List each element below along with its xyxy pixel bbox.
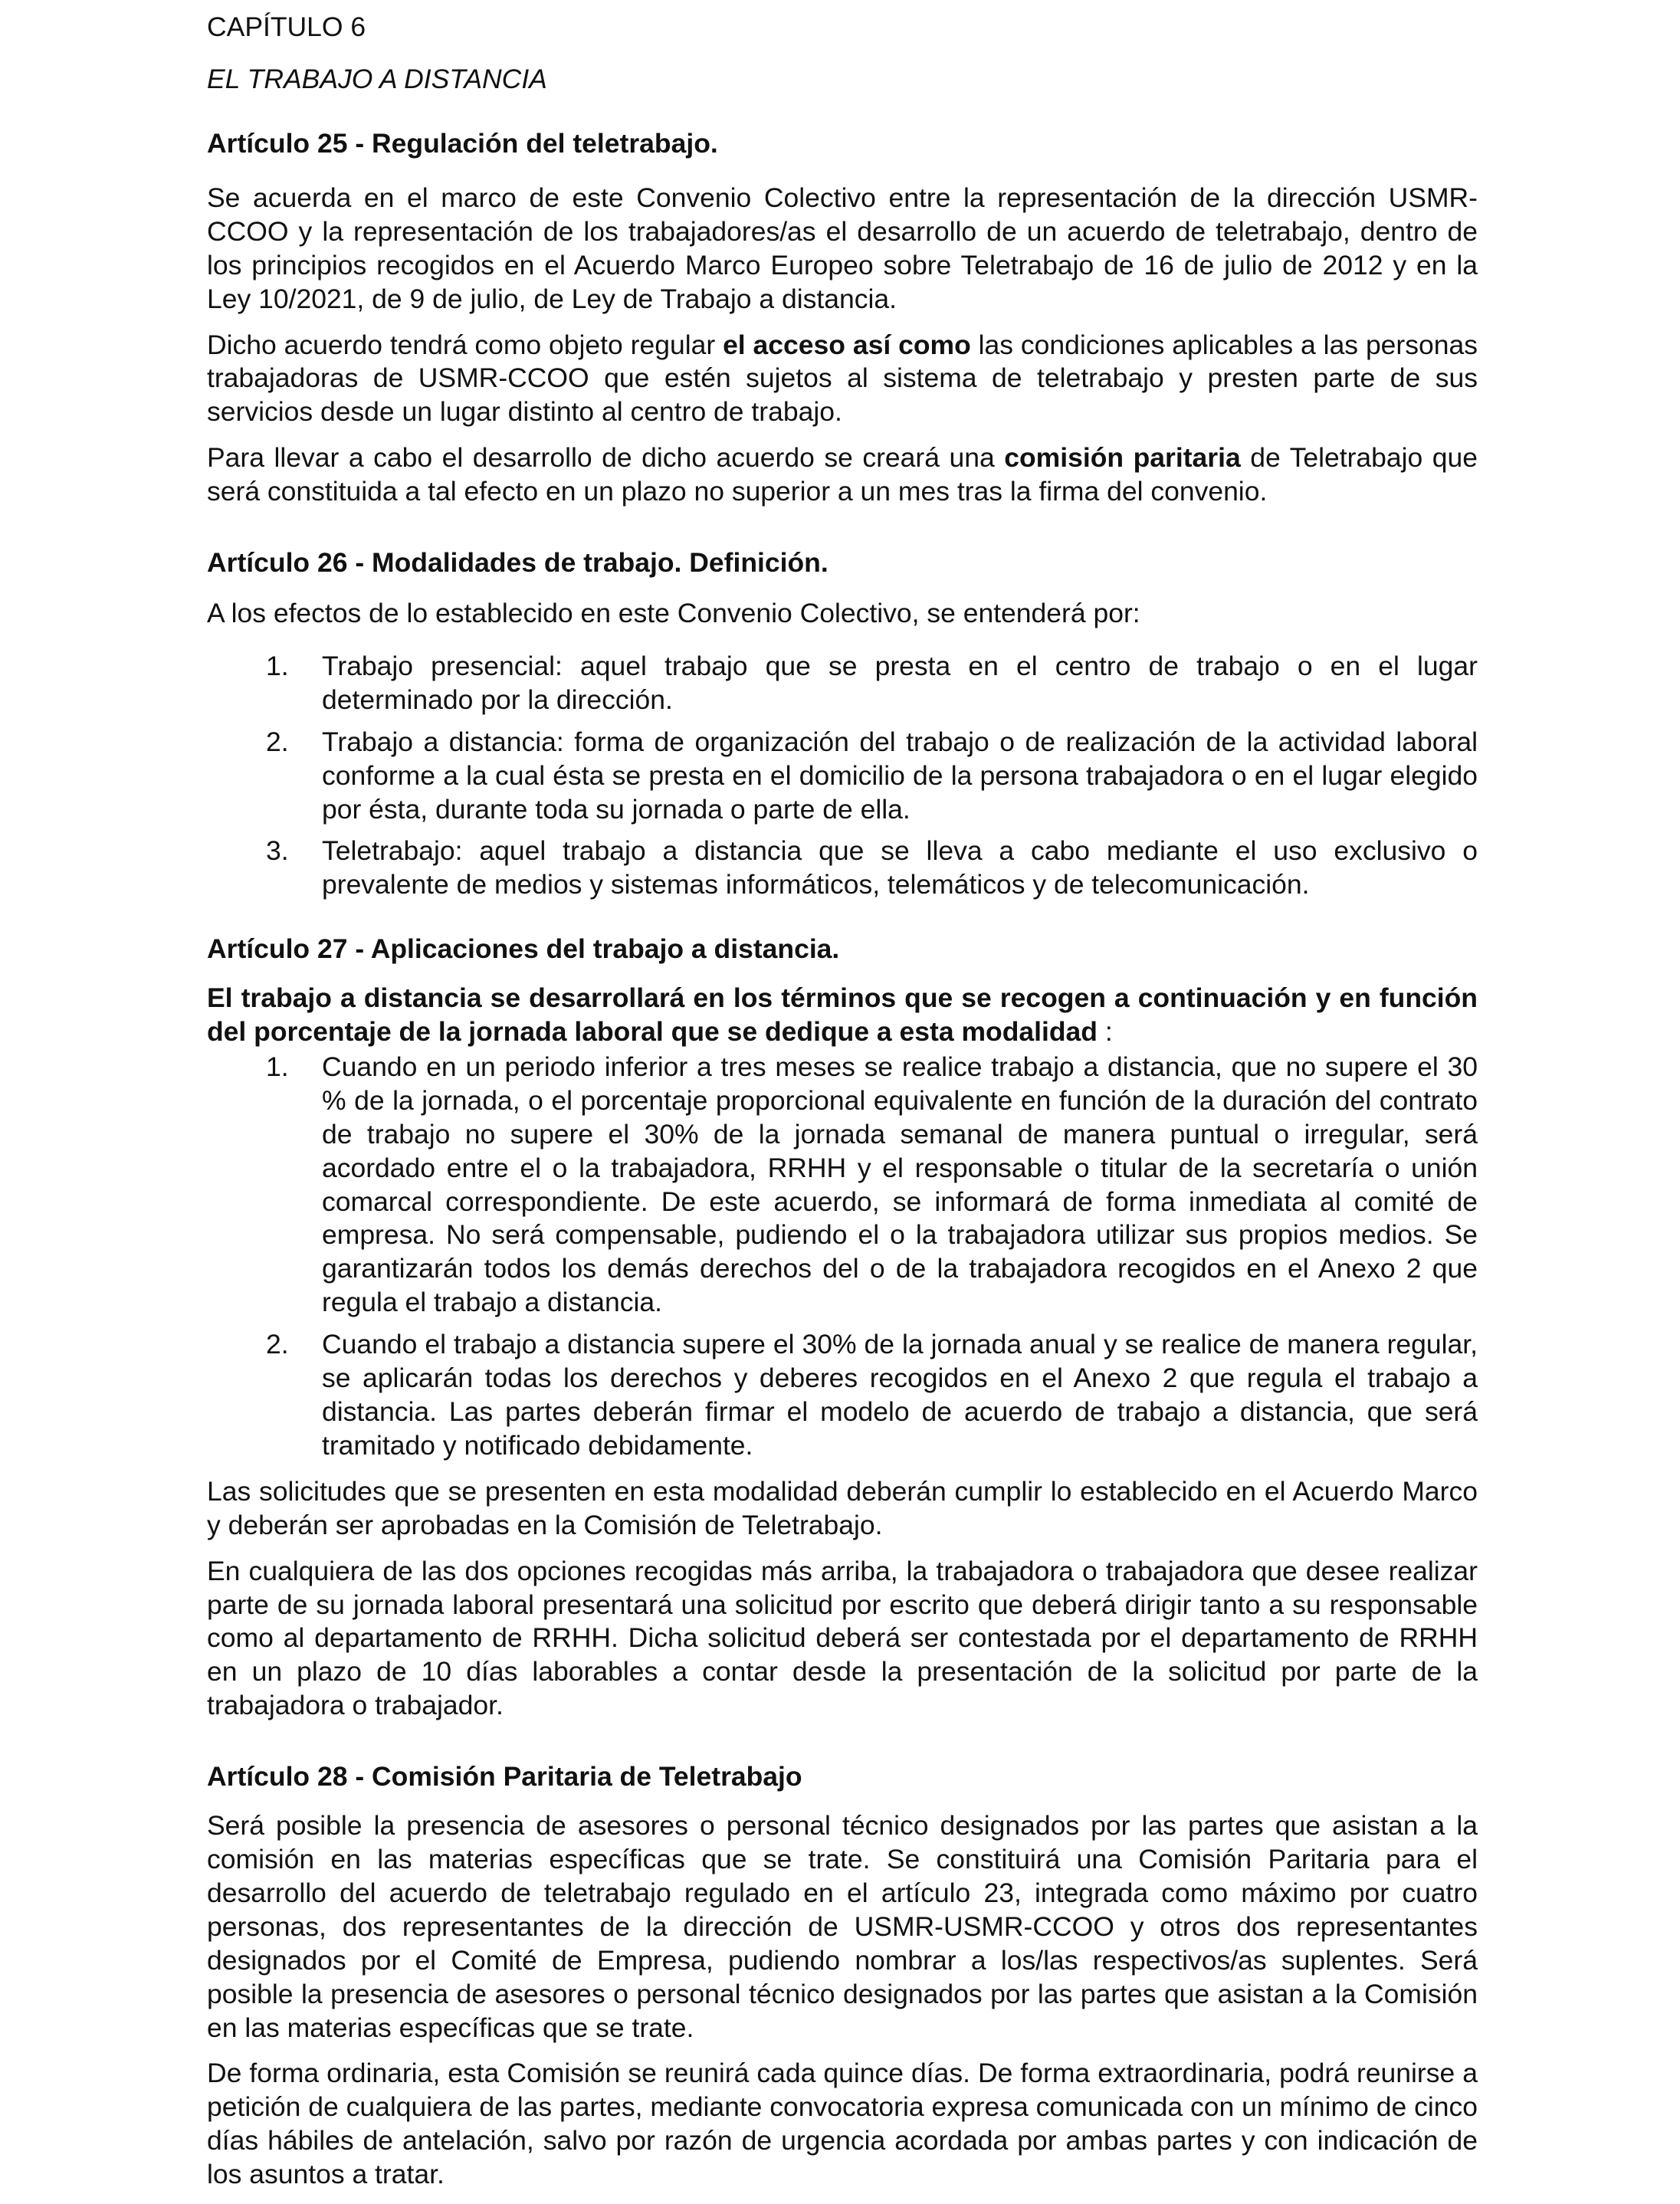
bold-text: comisión paritaria	[1004, 442, 1241, 474]
article-25	[207, 127, 1478, 509]
list-text: Cuando el trabajo a distancia supere el 30% de la jornada anual y se realice de manera regular, se aplicarán todas los derechos y deberes recogidos en el Anexo 2 que regula el trabajo a distancia. Las partes deberán firmar el modelo de acuerdo de trabajo a distancia, que será tramitado y notificado debidamente.	[322, 1329, 1478, 1461]
article-27	[207, 933, 1478, 1723]
text: Para llevar a cabo el desarrollo de dicho acuerdo se creará una	[207, 442, 1005, 474]
list-item	[207, 1328, 1478, 1463]
list-item	[207, 835, 1478, 902]
article-26	[207, 546, 1478, 902]
paragraph: Será posible la presencia de asesores o personal técnico designados por las partes que asistan a la comisión en las materias específicas que se trate. Se constituirá una Comisión Paritaria para el desarrollo del acuerdo de teletrabajo regulado en el artículo 23, integrada como máximo por cuatro personas, dos representantes de la dirección de USMR-USMR-CCOO y otros dos representantes designados por el Comité de Empresa, pudiendo nombrar a los/las respectivos/as suplentes. Será posible la presencia de asesores o personal técnico designados por las partes que asistan a la Comisión en las materias específicas que se trate.	[207, 1810, 1478, 2043]
article-28-heading: Artículo 28 - Comisión Paritaria de Teletrabajo	[207, 1761, 802, 1792]
paragraph: Las solicitudes que se presenten en esta modalidad deberán cumplir lo establecido en el Acuerdo Marco y deberán ser aprobadas en la Comisión de Teletrabajo.	[207, 1475, 1478, 1540]
document-body	[207, 127, 1478, 2204]
list-number: 1.	[266, 1051, 289, 1082]
list-text: Cuando en un periodo inferior a tres meses se realice trabajo a distancia, que no supere el 30 % de la jornada, o el porcentaje proporcional equivalente en función de la duración del contrato de trabajo no supere el 30% de la jornada semanal de manera puntual o irregular, será acordado entre el o la trabajadora, RRHH y el responsable o titular de la secretaría o unión comarcal correspondiente. De este acuerdo, se informará de forma inmediata al comité de empresa. No será compensable, pudiendo el o la trabajadora utilizar sus propios medios. Se garantizarán todos los demás derechos del o de la trabajadora recogidos en el Anexo 2 que regula el trabajo a distancia.	[322, 1051, 1478, 1318]
text: de Teletrabajo que será constituida a tal efecto en un plazo no superior a un mes tras la firma del convenio.	[207, 442, 1478, 507]
list-item	[207, 726, 1478, 827]
list-number: 2.	[266, 1329, 289, 1360]
list-number: 3.	[266, 835, 289, 867]
paragraph	[207, 441, 1478, 509]
article-28	[207, 1760, 1478, 2192]
list-number: 1.	[266, 650, 289, 681]
list-text: Teletrabajo: aquel trabajo a distancia que se lleva a cabo mediante el uso exclusivo o prevalente de medios y sistemas informáticos, telemáticos y de telecomunicación.	[322, 835, 1478, 900]
paragraph: Se acuerda en el marco de este Convenio Colectivo entre la representación de la dirección USMR-CCOO y la representación de los trabajadores/as el desarrollo de un acuerdo de teletrabajo, dentro de los principios recogidos en el Acuerdo Marco Europeo sobre Teletrabajo de 16 de julio de 2012 y en la Ley 10/2021, de 9 de julio, de Ley de Trabajo a distancia.	[207, 182, 1478, 314]
list-item	[207, 1051, 1478, 1320]
list-text: Trabajo presencial: aquel trabajo que se presta en el centro de trabajo o en el lugar determinado por la dirección.	[322, 650, 1478, 715]
bold-text: El trabajo a distancia se desarrollará en los términos que se recogen a continuación y en función del porcentaje de la jornada laboral que se dedique a esta modalidad	[207, 982, 1478, 1048]
text: Dicho acuerdo tendrá como objeto regular	[207, 329, 724, 360]
paragraph: De forma ordinaria, esta Comisión se reunirá cada quince días. De forma extraordinaria, podrá reunirse a petición de cualquiera de las partes, mediante convocatoria expresa comunicada con un mínimo de cinco días hábiles de antelación, salvo por razón de urgencia acordada por ambas partes y con indicación de los asuntos a tratar.	[207, 2058, 1478, 2190]
paragraph: A los efectos de lo establecido en este Convenio Colectivo, se entenderá por:	[207, 597, 1140, 628]
definitions-list	[207, 650, 1478, 902]
article-26-heading: Artículo 26 - Modalidades de trabajo. Definición.	[207, 547, 829, 579]
text: las condiciones aplicables a las personas trabajadoras de USMR-CCOO que estén sujetos al sistema de teletrabajo y presten parte de sus servicios desde un lugar distinto al centro de trabajo.	[207, 329, 1478, 428]
list-item	[207, 650, 1478, 717]
paragraph	[207, 329, 1478, 430]
list-number: 2.	[266, 726, 289, 757]
chapter-number: CAPÍTULO 6	[207, 11, 366, 42]
paragraph	[207, 982, 1478, 1049]
article-27-heading: Artículo 27 - Aplicaciones del trabajo a distancia.	[207, 933, 840, 965]
modalities-list	[207, 1051, 1478, 1463]
article-25-heading: Artículo 25 - Regulación del teletrabajo.	[207, 128, 718, 159]
chapter-title: EL TRABAJO A DISTANCIA	[207, 64, 547, 94]
list-text: Trabajo a distancia: forma de organización del trabajo o de realización de la actividad laboral conforme a la cual ésta se presta en el domicilio de la persona trabajadora o en el lugar elegido por ésta, durante toda su jornada o parte de ella.	[322, 726, 1478, 825]
bold-text: el acceso así como	[723, 329, 971, 360]
text: :	[1097, 1016, 1113, 1048]
paragraph: En cualquiera de las dos opciones recogidas más arriba, la trabajadora o trabajadora que desee realizar parte de su jornada laboral presentará una solicitud por escrito que deberá dirigir tanto a su responsable como al departamento de RRHH. Dicha solicitud deberá ser contestada por el departamento de RRHH en un plazo de 10 días laborables a contar desde la presentación de la solicitud por parte de la trabajadora o trabajador.	[207, 1555, 1478, 1721]
